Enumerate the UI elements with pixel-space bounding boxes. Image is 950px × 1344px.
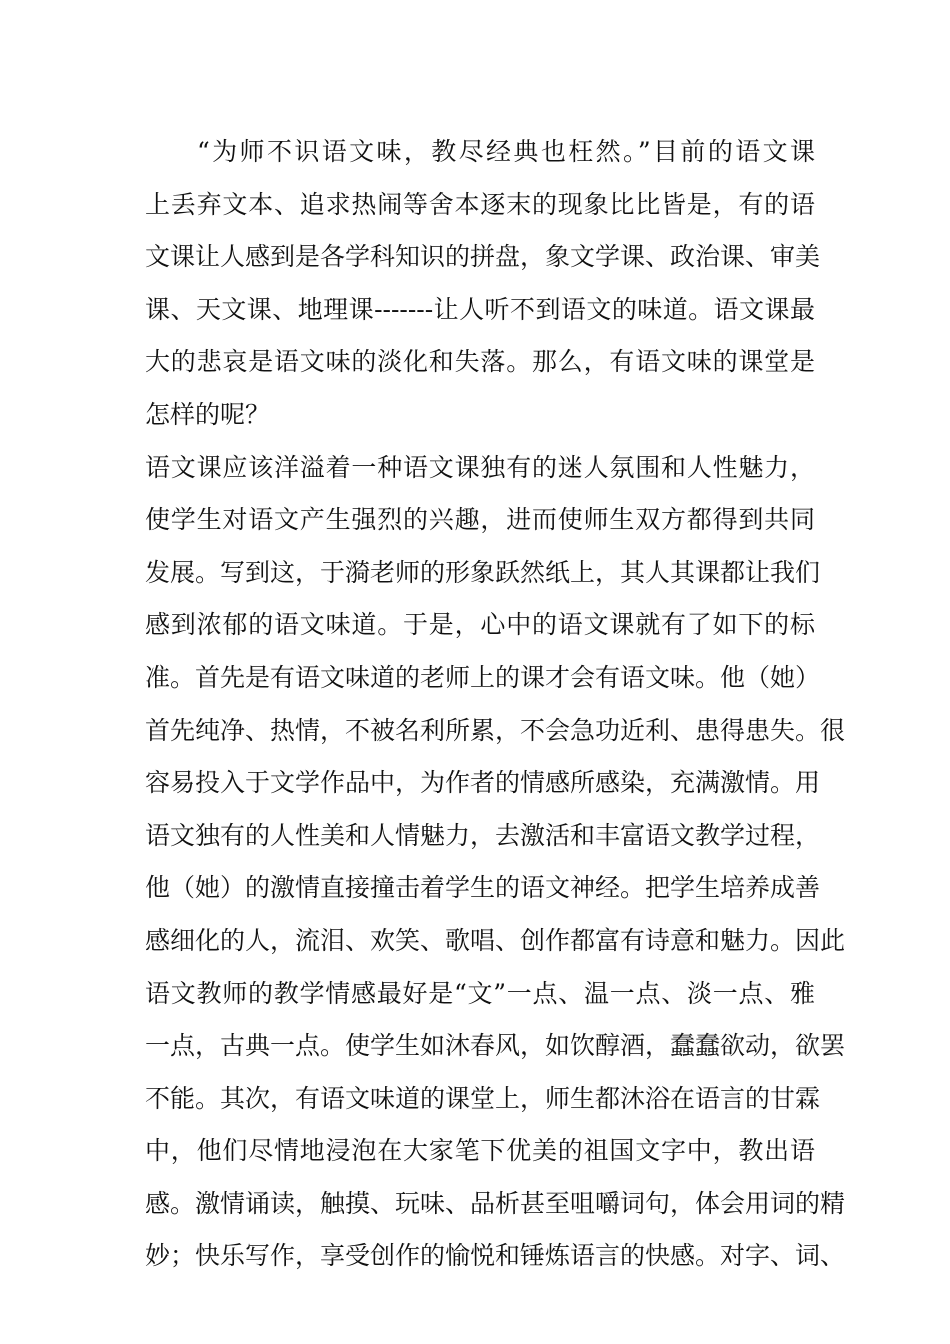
text-line: 语文独有的人性美和人情魅力，去激活和丰富语文教学过程， [145,820,821,850]
text-line: 不能。其次，有语文味道的课堂上，师生都沐浴在语言的甘霖 [145,1083,821,1113]
body-text [145,126,846,1283]
text-line: 语文教师的教学情感最好是“文”一点、温一点、淡一点、雅 [145,978,815,1008]
text-line: 他（她）的激情直接撞击着学生的语文神经。把学生培养成善 [145,873,821,903]
text-line: 中，他们尽情地浸泡在大家笔下优美的祖国文字中，教出语 [145,1136,815,1166]
text-line: 语文课应该洋溢着一种语文课独有的迷人氛围和人性魅力， [145,452,815,482]
text-line: 上丢弃文本、追求热闹等舍本逐末的现象比比皆是，有的语 [145,189,815,219]
text-line: 感细化的人，流泪、欢笑、歌唱、创作都富有诗意和魅力。因此 [145,925,846,955]
text-line: 首先纯净、热情，不被名利所累，不会急功近利、患得患失。很 [145,715,846,745]
text-line: 课、天文课、地理课-------让人听不到语文的味道。语文课最 [145,294,815,324]
text-line: 容易投入于文学作品中，为作者的情感所感染，充满激情。用 [145,768,821,798]
text-line: 使学生对语文产生强烈的兴趣，进而使师生双方都得到共同 [145,505,815,535]
text-line: 一点，古典一点。使学生如沐春风，如饮醇酒，蠢蠢欲动，欲罢 [145,1031,846,1061]
text-line: 妙；快乐写作，享受创作的愉悦和锤炼语言的快感。对字、词、 [145,1241,846,1271]
text-line: 怎样的呢？ [145,399,271,429]
text-line: 大的悲哀是语文味的淡化和失落。那么，有语文味的课堂是 [145,347,815,377]
text-line: 感到浓郁的语文味道。于是，心中的语文课就有了如下的标 [145,610,815,640]
text-line: 感。激情诵读，触摸、玩味、品析甚至咀嚼词句，体会用词的精 [145,1188,846,1218]
text-line: “为师不识语文味，教尽经典也枉然。”目前的语文课 [197,137,815,166]
text-line: 文课让人感到是各学科知识的拼盘，象文学课、政治课、审美 [145,242,821,272]
text-line: 准。首先是有语文味道的老师上的课才会有语文味。他（她） [145,662,821,692]
text-line: 发展。写到这，于漪老师的形象跃然纸上，其人其课都让我们 [145,557,821,587]
